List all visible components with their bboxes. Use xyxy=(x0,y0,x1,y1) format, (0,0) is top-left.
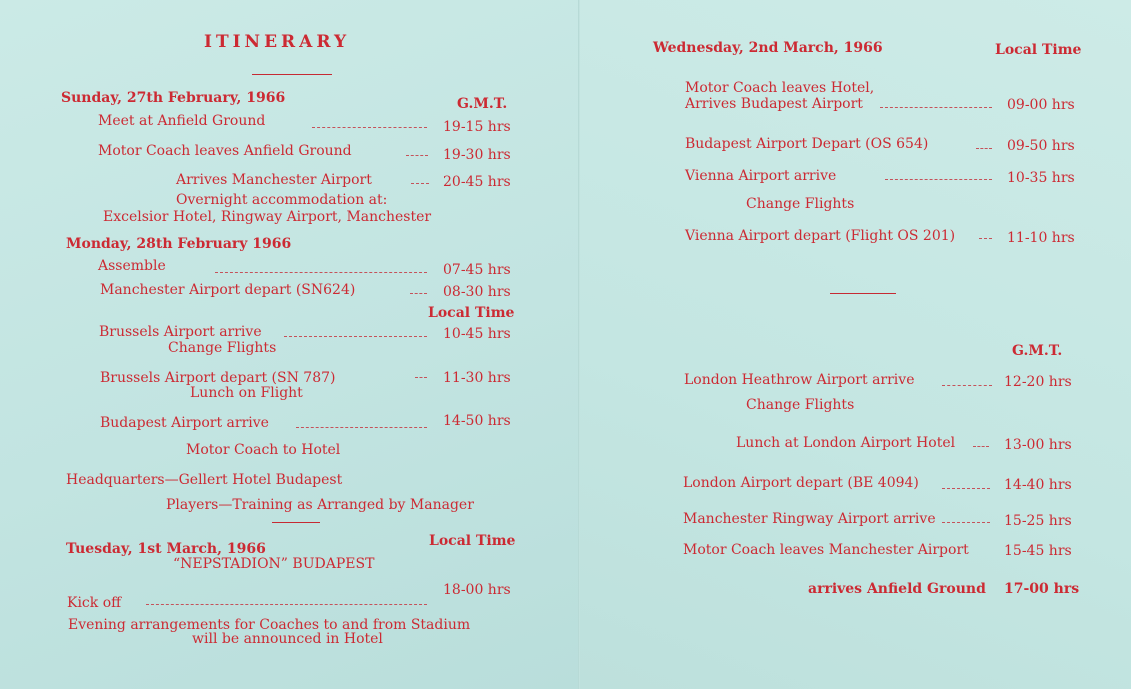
monday-players: Players—Training as Arranged by Manager xyxy=(166,497,474,513)
sunday-arrive: Arrives Manchester Airport xyxy=(176,172,372,188)
monday-headquarters: Headquarters—Gellert Hotel Budapest xyxy=(66,472,343,488)
monday-budapest-arrive: Budapest Airport arrive xyxy=(100,415,269,431)
tuesday-heading: Tuesday, 1st March, 1966 xyxy=(66,541,266,557)
tuesday-timezone: Local Time xyxy=(429,533,516,549)
monday-coach-hotel: Motor Coach to Hotel xyxy=(186,442,341,458)
wednesday-budapest-depart-time: 09-50 hrs xyxy=(1007,138,1075,154)
wednesday-coach-1: Motor Coach leaves Hotel, xyxy=(685,80,875,96)
wednesday-coach-2: Arrives Budapest Airport xyxy=(685,96,863,112)
monday-heading: Monday, 28th February 1966 xyxy=(66,236,292,252)
tuesday-venue: “NEPSTADION” BUDAPEST xyxy=(173,556,375,572)
monday-brussels-depart: Brussels Airport depart (SN 787) xyxy=(100,370,336,386)
section-rule xyxy=(272,522,320,523)
monday-brussels-arrive: Brussels Airport arrive xyxy=(99,324,262,340)
return-london-depart-time: 14-40 hrs xyxy=(1004,477,1072,493)
monday-timezone: Local Time xyxy=(428,305,515,321)
monday-lunch: Lunch on Flight xyxy=(190,385,303,401)
leader-dots xyxy=(942,522,990,523)
return-london-depart: London Airport depart (BE 4094) xyxy=(683,475,919,491)
page-title: ITINERARY xyxy=(204,32,351,52)
leader-dots xyxy=(976,148,992,149)
leader-dots xyxy=(885,179,992,180)
leader-dots xyxy=(146,604,427,605)
monday-manchester-depart: Manchester Airport depart (SN624) xyxy=(100,282,356,298)
leader-dots xyxy=(415,377,427,378)
leader-dots xyxy=(284,336,427,337)
sunday-meet-time: 19-15 hrs xyxy=(443,119,511,135)
monday-brussels-arrive-time: 10-45 hrs xyxy=(443,326,511,342)
leader-dots xyxy=(942,385,992,386)
wednesday-vienna-depart-time: 11-10 hrs xyxy=(1007,230,1075,246)
return-lunch-time: 13-00 hrs xyxy=(1004,437,1072,453)
leader-dots xyxy=(942,488,990,489)
tuesday-kickoff-time: 18-00 hrs xyxy=(443,582,511,598)
return-anfield: arrives Anfield Ground xyxy=(808,581,986,597)
return-manchester-arrive-time: 15-25 hrs xyxy=(1004,513,1072,529)
monday-manchester-depart-time: 08-30 hrs xyxy=(443,284,511,300)
leader-dots xyxy=(296,427,427,428)
return-change-flights: Change Flights xyxy=(746,397,855,413)
leader-dots xyxy=(406,155,428,156)
right-page xyxy=(580,0,1131,689)
return-timezone: G.M.T. xyxy=(1012,343,1063,359)
return-anfield-time: 17-00 hrs xyxy=(1004,581,1080,597)
monday-assemble: Assemble xyxy=(98,258,166,274)
wednesday-heading: Wednesday, 2nd March, 1966 xyxy=(653,40,883,56)
sunday-heading: Sunday, 27th February, 1966 xyxy=(61,90,286,106)
leader-dots xyxy=(979,238,992,239)
return-coach-time: 15-45 hrs xyxy=(1004,543,1072,559)
sunday-overnight: Overnight accommodation at: xyxy=(176,192,388,208)
leader-dots xyxy=(880,107,992,108)
return-lunch: Lunch at London Airport Hotel xyxy=(736,435,956,451)
sunday-arrive-time: 20-45 hrs xyxy=(443,174,511,190)
monday-assemble-time: 07-45 hrs xyxy=(443,262,511,278)
return-heathrow-arrive-time: 12-20 hrs xyxy=(1004,374,1072,390)
title-rule xyxy=(252,74,332,75)
return-heathrow-arrive: London Heathrow Airport arrive xyxy=(684,372,915,388)
sunday-hotel: Excelsior Hotel, Ringway Airport, Manchester xyxy=(103,209,432,225)
wednesday-change-flights: Change Flights xyxy=(746,196,855,212)
wednesday-vienna-arrive: Vienna Airport arrive xyxy=(685,168,837,184)
tuesday-evening-1: Evening arrangements for Coaches to and from Stadium xyxy=(68,617,471,633)
monday-budapest-arrive-time: 14-50 hrs xyxy=(443,413,511,429)
sunday-meet: Meet at Anfield Ground xyxy=(98,113,266,129)
wednesday-budapest-depart: Budapest Airport Depart (OS 654) xyxy=(685,136,929,152)
leader-dots xyxy=(410,293,427,294)
monday-brussels-depart-time: 11-30 hrs xyxy=(443,370,511,386)
leader-dots xyxy=(973,446,989,447)
monday-change-flights: Change Flights xyxy=(168,340,277,356)
leader-dots xyxy=(411,183,429,184)
sunday-coach: Motor Coach leaves Anfield Ground xyxy=(98,143,352,159)
sunday-coach-time: 19-30 hrs xyxy=(443,147,511,163)
section-rule xyxy=(830,293,896,294)
return-coach: Motor Coach leaves Manchester Airport xyxy=(683,542,969,558)
leader-dots xyxy=(312,127,427,128)
return-manchester-arrive: Manchester Ringway Airport arrive xyxy=(683,511,936,527)
leader-dots xyxy=(215,272,427,273)
wednesday-vienna-arrive-time: 10-35 hrs xyxy=(1007,170,1075,186)
wednesday-vienna-depart: Vienna Airport depart (Flight OS 201) xyxy=(685,228,956,244)
sunday-timezone: G.M.T. xyxy=(457,96,508,112)
wednesday-coach-time: 09-00 hrs xyxy=(1007,97,1075,113)
tuesday-evening-2: will be announced in Hotel xyxy=(192,631,383,647)
wednesday-timezone: Local Time xyxy=(995,42,1082,58)
tuesday-kickoff: Kick off xyxy=(67,595,122,611)
